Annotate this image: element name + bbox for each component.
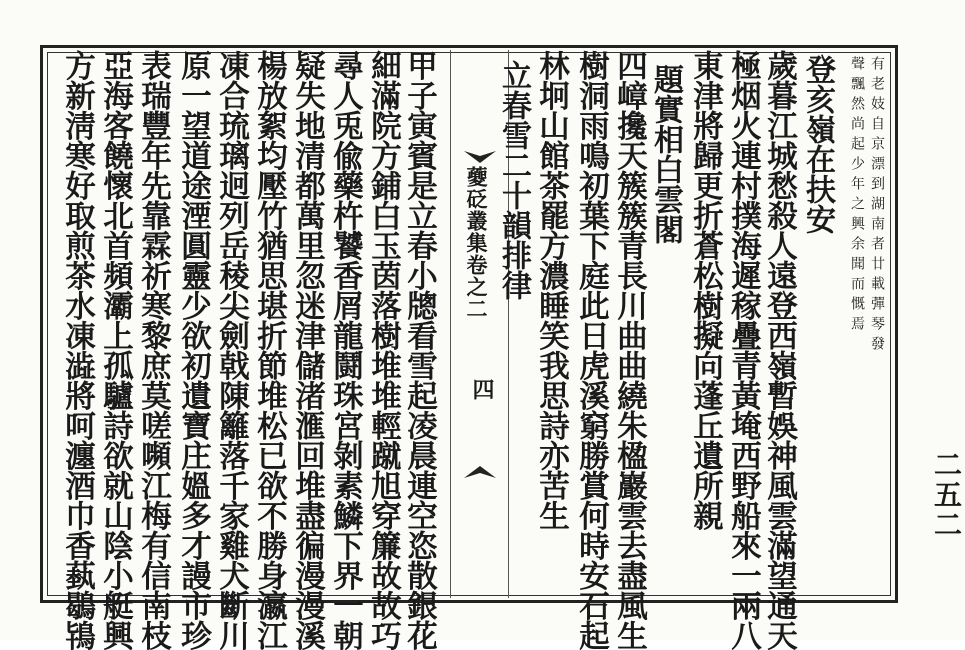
preface-note: 有老妓自京漂到湖南者廿載彈琴發 [869,56,885,356]
poem-title: 題實相白雲閣 [648,64,683,244]
text-column: 細滿院方鋪白玉茵落樹堆堆輕蹴旭穿簾故故巧 [365,50,402,650]
text-column: 原一望道途湮圓靈少欲初遺寶庄媼多才謾市珍 [175,50,212,650]
text-column: 凍合琉璃迥列岳稜尖劍戟陳籬落千家雞犬斷川 [213,50,250,650]
text-column: 尋人兎偸藥杵饕香屑龍鬪珠宮剝素鱗下界一朝 [327,50,364,650]
text-column: 樹洞雨鳴初葉下庭此日虎溪窮勝賞何時安石起 [573,50,610,650]
text-column: 楊放絮均壓竹猶思堪折節堆松已欲不勝身瀛江 [251,50,288,650]
column-rule [450,50,451,598]
poem-title: 登亥嶺在扶安 [800,54,835,234]
band-title: 䕫砭叢集卷之二 [464,166,489,320]
text-column: 疑失地清都萬里忽迷津儲渚滙回堆盡徧漫漫溪 [289,50,326,650]
poem-title: 立春雪二十韻排律 [496,60,531,300]
text-column: 方新淸寒好取煎茶水凍澁將呵瀍酒巾香蓺鶡鴇 [59,50,96,650]
text-column: 歲暮江城愁殺人遠登西嶺暫娛神風雲滿望通天 [761,50,798,650]
band-page-number: 四 [469,378,495,400]
fish-tail-mark-icon [463,150,497,164]
text-column: 甲子寅賓是立春小牕看雪起凌晨連空恣散銀花 [401,50,438,650]
preface-note: 聲飄然尚起少年之興余聞而慨焉 [849,56,865,336]
text-column: 四嶂攙天簇簇青長川曲曲繞朱楹巖雲去盡風生 [611,50,648,650]
folio-number: 二五二 [930,450,963,540]
fish-tail-mark-icon [463,465,497,479]
text-column: 林坰山館茶罷方濃睡笑我思詩亦苦生 [533,50,570,530]
text-column: 極烟火連村撲海遲稼疊青黃埯西野船來一兩八 [725,50,762,650]
text-column: 表瑞豐年先靠霖祈寒黎庶莫嗟嚬江梅有信南枝 [135,50,172,650]
text-column: 亞海客饒懷北首頻灞上孤驢詩欲就山陰小艇興 [97,50,134,650]
text-column: 東津將歸更折蒼松樹擬向蓬丘遺所親 [687,50,724,530]
